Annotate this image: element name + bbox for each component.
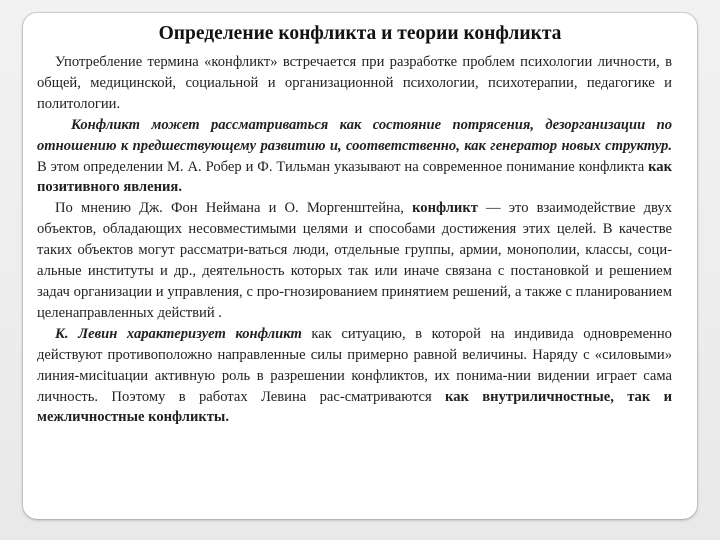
paragraph-usage [37, 52, 672, 115]
definition-emphasis: Конфликт может рассматриваться как состояние потрясения, дезорганизации по отношению к предшествующему развитию и, соответственно, как генератор новых структур. [37, 116, 672, 154]
neumann-term: конфликт [412, 200, 478, 217]
paragraph-usage-text: Употребление термина «конфликт» встречается при разработке проблем психологии личности, в общей, медицинской, социальной и организационной психологии, психотерапии, педагогике и политологии. [37, 54, 672, 112]
slide-title: Определение конфликта и теории конфликта [158, 23, 562, 44]
paragraph-neumann [37, 198, 672, 323]
paragraph-definition [37, 115, 672, 199]
lewin-conclusion: как внутриличностные, так и межличностные конфликты. [37, 388, 672, 426]
lewin-text: как ситуацию, в которой на индивида одновременно действуют противоположно направленные силы примерно равной величины. Наряду с «силовыми» линия-мисituации активную роль в разрешении конфликтов, их понима-нии видении играет сама личность. Поэтому в работах Левина рас-сматриваются [37, 325, 672, 405]
definition-text: В этом определении М. А. Робер и Ф. Тильман указывают на современное понимание конфликта [37, 158, 649, 175]
definition-positive: как позитивного явления. [37, 158, 672, 196]
neumann-text: — это взаимодействие двух объектов, обладающих несовместимыми целями и способами достижения этих целей. В качестве таких объектов могут рассматри-ваться люди, отдельные группы, армии, монополии, классы, соци-альные институты и др., деятельность которых так или иначе связана с постановкой и решением задач организации и управления, с про-гнозированием принятием решений, а также с планированием целенаправленных действий . [37, 200, 672, 321]
paragraph-lewin [37, 324, 672, 429]
neumann-intro: По мнению Дж. Фон Неймана и О. Моргенштейна, [55, 200, 413, 217]
slide-body [37, 52, 672, 428]
lewin-emphasis: К. Левин характеризует конфликт [55, 325, 302, 342]
